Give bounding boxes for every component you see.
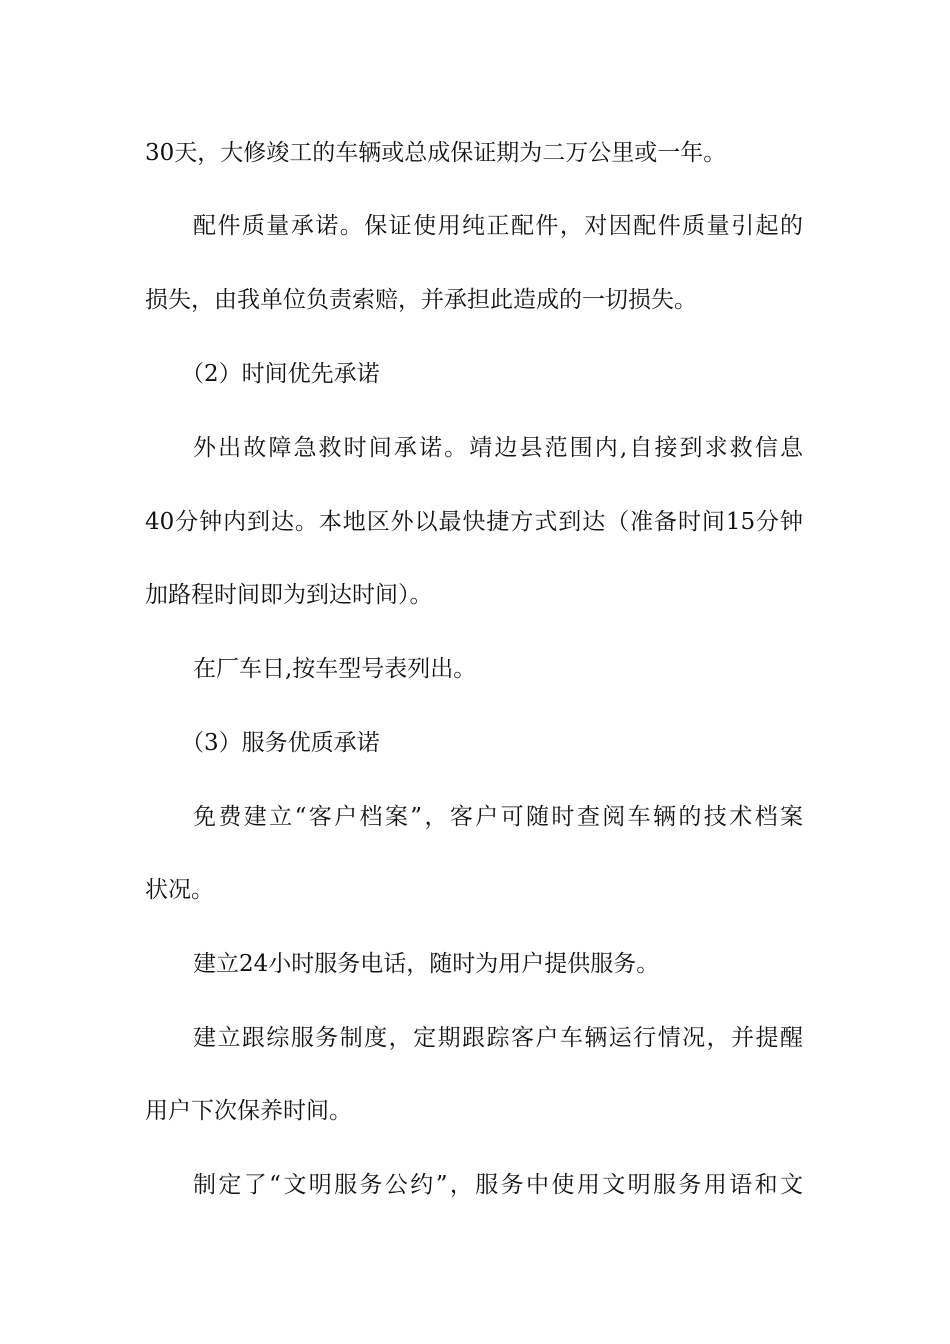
section-heading-2: （2）时间优先承诺 <box>181 361 380 387</box>
text-line-1: 30天，大修竣工的车辆或总成保证期为二万公里或一年。 <box>145 140 727 166</box>
paragraph-line-5: 外出故障急救时间承诺。靖边县范围内,自接到求救信息 <box>193 435 803 461</box>
text-line-12: 建立24小时服务电话，随时为用户提供服务。 <box>193 951 660 977</box>
text-line-11: 状况。 <box>145 877 214 903</box>
text-line-7: 加路程时间即为到达时间）。 <box>145 582 433 608</box>
text-line-14: 用户下次保养时间。 <box>145 1098 352 1124</box>
paragraph-line-15: 制定了“文明服务公约”，服务中使用文明服务用语和文 <box>193 1172 803 1198</box>
paragraph-line-2: 配件质量承诺。保证使用纯正配件，对因配件质量引起的 <box>193 213 803 239</box>
paragraph-line-10: 免费建立“客户档案”，客户可随时查阅车辆的技术档案 <box>193 804 803 830</box>
paragraph-line-13: 建立跟综服务制度，定期跟踪客户车辆运行情况，并提醒 <box>193 1025 803 1051</box>
text-line-3: 损失，由我单位负责索赔，并承担此造成的一切损失。 <box>145 287 697 313</box>
text-line-8: 在厂车日,按车型号表列出。 <box>193 656 477 682</box>
paragraph-line-6: 40分钟内到达。本地区外以最快捷方式到达（准备时间15分钟 <box>145 509 803 535</box>
section-heading-3: （3）服务优质承诺 <box>181 730 380 756</box>
